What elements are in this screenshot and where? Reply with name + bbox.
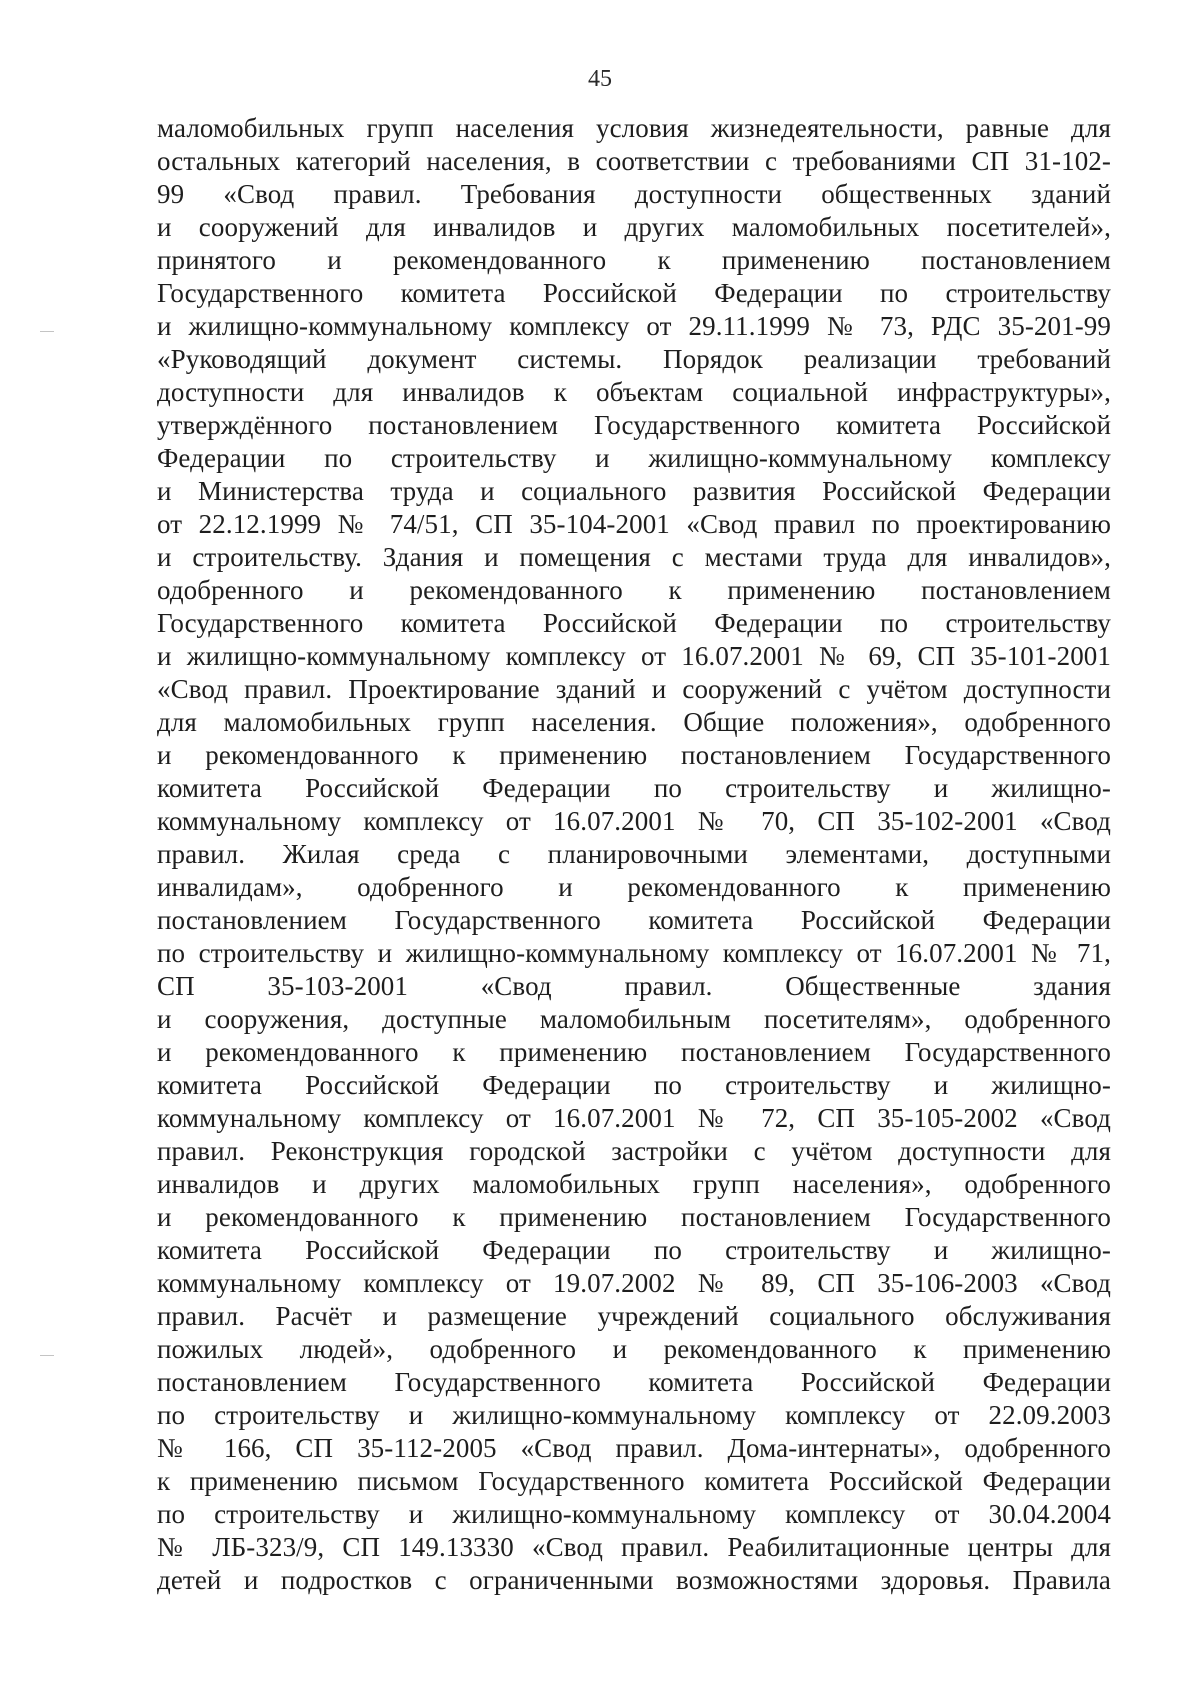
text-line: одобренного и рекомендованного к применению постановлением [157,575,1111,605]
text-line: комитета Российской Федерации по строительству и жилищно- [157,1070,1111,1100]
text-line: и жилищно-коммунальному комплексу от 16.07.2001 № 69, СП 35-101-2001 [157,641,1111,671]
text-line: комитета Российской Федерации по строительству и жилищно- [157,1235,1111,1265]
text-line: правил. Реконструкция городской застройки с учётом доступности для [157,1136,1111,1166]
text-line: инвалидам», одобренного и рекомендованного к применению [157,872,1111,902]
text-line: и жилищно-коммунальному комплексу от 29.11.1999 № 73, РДС 35-201-99 [157,311,1111,341]
text-line: коммунальному комплексу от 16.07.2001 № 72, СП 35-105-2002 «Свод [157,1103,1111,1133]
text-line: пожилых людей», одобренного и рекомендованного к применению [157,1334,1111,1364]
text-line: детей и подростков с ограниченными возможностями здоровья. Правила [157,1565,1111,1595]
text-line: доступности для инвалидов к объектам социальной инфраструктуры», [157,377,1111,407]
text-line: и строительству. Здания и помещения с местами труда для инвалидов», [157,542,1111,572]
text-line: и сооружений для инвалидов и других маломобильных посетителей», [157,212,1111,242]
text-line: по строительству и жилищно-коммунальному комплексу от 22.09.2003 [157,1400,1111,1430]
text-line: по строительству и жилищно-коммунальному комплексу от 30.04.2004 [157,1499,1111,1529]
text-line: СП 35-103-2001 «Свод правил. Общественные здания [157,971,1111,1001]
text-line: по строительству и жилищно-коммунальному комплексу от 16.07.2001 № 71, [157,938,1111,968]
text-line: утверждённого постановлением Государственного комитета Российской [157,410,1111,440]
text-line: «Руководящий документ системы. Порядок реализации требований [157,344,1111,374]
margin-mark [40,331,54,332]
text-line: № 166, СП 35-112-2005 «Свод правил. Дома-интернаты», одобренного [157,1433,1111,1463]
text-line: «Свод правил. Проектирование зданий и сооружений с учётом доступности [157,674,1111,704]
text-line: Государственного комитета Российской Федерации по строительству [157,608,1111,638]
text-line: маломобильных групп населения условия жизнедеятельности, равные для [157,113,1111,143]
page-number: 45 [588,66,612,92]
text-line: и Министерства труда и социального развития Российской Федерации [157,476,1111,506]
text-line: постановлением Государственного комитета Российской Федерации [157,905,1111,935]
text-line: Государственного комитета Российской Федерации по строительству [157,278,1111,308]
text-line: коммунальному комплексу от 19.07.2002 № 89, СП 35-106-2003 «Свод [157,1268,1111,1298]
text-line: и сооружения, доступные маломобильным посетителям», одобренного [157,1004,1111,1034]
text-line: правил. Жилая среда с планировочными элементами, доступными [157,839,1111,869]
text-line: и рекомендованного к применению постановлением Государственного [157,1202,1111,1232]
text-line: постановлением Государственного комитета Российской Федерации [157,1367,1111,1397]
margin-mark [40,1355,54,1356]
text-line: комитета Российской Федерации по строительству и жилищно- [157,773,1111,803]
text-line: инвалидов и других маломобильных групп населения», одобренного [157,1169,1111,1199]
text-line: 99 «Свод правил. Требования доступности общественных зданий [157,179,1111,209]
body-text [157,112,1111,1597]
text-line: и рекомендованного к применению постановлением Государственного [157,1037,1111,1067]
text-line: № ЛБ-323/9, СП 149.13330 «Свод правил. Реабилитационные центры для [157,1532,1111,1562]
text-line: Федерации по строительству и жилищно-коммунальному комплексу [157,443,1111,473]
text-line: от 22.12.1999 № 74/51, СП 35-104-2001 «Свод правил по проектированию [157,509,1111,539]
text-line: коммунальному комплексу от 16.07.2001 № 70, СП 35-102-2001 «Свод [157,806,1111,836]
text-line: к применению письмом Государственного комитета Российской Федерации [157,1466,1111,1496]
text-line: остальных категорий населения, в соответствии с требованиями СП 31-102- [157,146,1111,176]
text-line: и рекомендованного к применению постановлением Государственного [157,740,1111,770]
text-line: принятого и рекомендованного к применению постановлением [157,245,1111,275]
text-line: для маломобильных групп населения. Общие положения», одобренного [157,707,1111,737]
text-line: правил. Расчёт и размещение учреждений социального обслуживания [157,1301,1111,1331]
